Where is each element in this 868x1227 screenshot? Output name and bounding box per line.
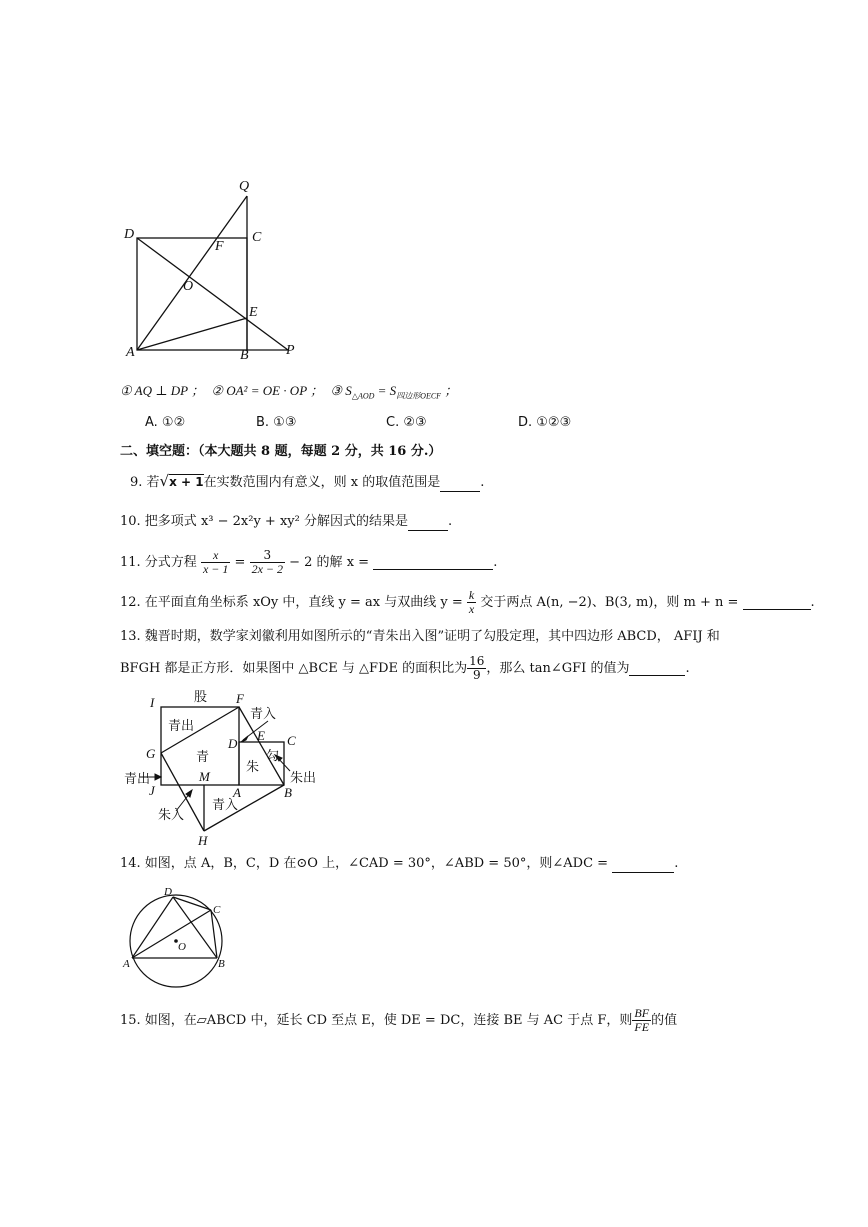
radicand: x + 1 <box>169 475 204 489</box>
label-b2: B <box>284 785 292 800</box>
label-m: M <box>199 769 210 784</box>
answer-blank-9[interactable] <box>440 477 480 492</box>
fraction-2: $\frac{3}{2x - 2}$ <box>251 548 283 576</box>
fraction-16-9: $\frac{16}{9}$ <box>469 654 485 682</box>
label-d2: D <box>228 736 238 751</box>
option-d[interactable]: D. ①②③ <box>518 415 572 430</box>
label-i: I <box>150 695 155 710</box>
label-o3: O <box>178 941 186 953</box>
answer-blank-13[interactable] <box>629 661 685 676</box>
answer-blank-14[interactable] <box>612 858 674 873</box>
label-a3: A <box>123 958 130 970</box>
label-d: D <box>124 227 135 242</box>
section-heading: 二、填空题：（本大题共 8 题，每题 2 分，共 16 分.） <box>120 444 442 459</box>
option-a[interactable]: A. ①② <box>145 415 186 430</box>
label-f: F <box>215 239 224 254</box>
label-b: B <box>240 348 249 363</box>
answer-blank-12[interactable] <box>743 595 811 610</box>
qingzhu-figure <box>118 685 328 850</box>
line-ae <box>137 318 247 350</box>
label-qingru-bottom: 青入 <box>212 797 239 812</box>
label-c3: C <box>213 904 221 916</box>
option-c[interactable]: C. ②③ <box>386 415 427 430</box>
label-qingchu-left: 青出 <box>124 771 151 786</box>
label-gu: 股 <box>194 689 208 704</box>
label-o: O <box>183 279 194 294</box>
label-b3: B <box>218 958 225 970</box>
answer-blank-10[interactable] <box>408 516 448 531</box>
square-abcd <box>137 238 247 350</box>
label-g: G <box>146 746 156 761</box>
label-j: J <box>149 783 155 798</box>
question-13-line1: 13. 魏晋时期，数学家刘徽利用如图所示的“青朱出入图”证明了勾股定理，其中四边形 ABCD， AFIJ 和 <box>120 629 720 644</box>
question-9: 9. 若√x + 1在实数范围内有意义，则 x 的取值范围是 . <box>130 472 485 490</box>
label-zhu: 朱 <box>246 759 260 774</box>
question-11: 11. 分式方程 $\frac{x}{x - 1}$ = $\frac{3}{2x - 2}$ − 2 的解 x = . <box>120 548 498 576</box>
question-14: 14. 如图，点 A，B，C，D 在⊙O 上，∠CAD = 30°，∠ABD = 50°，则∠ADC = . <box>120 856 679 871</box>
label-e2: E <box>257 728 265 743</box>
label-q: Q <box>239 179 250 194</box>
statements <box>120 382 457 406</box>
option-b[interactable]: B. ①③ <box>256 415 297 430</box>
fraction-k-x: $\frac{k}{x}$ <box>468 588 475 616</box>
label-zhuru: 朱入 <box>158 807 185 822</box>
label-p: P <box>286 343 295 358</box>
label-a2: A <box>233 785 241 800</box>
label-zhuchu: 朱出 <box>290 770 317 785</box>
label-f2: F <box>236 691 244 706</box>
label-e: E <box>249 305 258 320</box>
fraction-bf-fe: $\frac{BF}{FE}$ <box>634 1006 650 1034</box>
statement-2: ② OA² = OE · OP ； <box>211 383 324 398</box>
fraction-1: $\frac{x}{x - 1}$ <box>202 548 229 576</box>
label-gou: 勾 <box>266 748 280 763</box>
line-aq <box>137 196 247 350</box>
question-10: 10. 把多项式 x³ − 2x²y + xy² 分解因式的结果是 . <box>120 514 453 529</box>
line-dp <box>137 238 288 350</box>
statement-3: ③ $S_{\triangle AOD} = S_{四边形OECF}$ ； <box>330 383 458 401</box>
question-15: 15. 如图，在▱ABCD 中，延长 CD 至点 E，使 DE = DC，连接 BE 与 AC 于点 F，则 $\frac{BF}{FE}$ 的值 <box>120 1006 678 1034</box>
circle-figure <box>118 883 243 993</box>
label-a: A <box>126 345 135 360</box>
label-h: H <box>198 833 208 848</box>
label-qingchu-inner: 青出 <box>168 718 195 733</box>
label-c2: C <box>287 733 296 748</box>
label-c: C <box>252 230 262 245</box>
label-qingru-top: 青入 <box>250 706 277 721</box>
answer-blank-11[interactable] <box>373 555 493 570</box>
question-13-line2: BFGH 都是正方形．如果图中 △BCE 与 △FDE 的面积比为 $\frac{16}{9}$ ，那么 tan∠GFI 的值为 . <box>120 654 690 682</box>
question-12: 12. 在平面直角坐标系 xOy 中，直线 y = ax 与双曲线 y = $\frac{k}{x}$ 交于两点 A(n, −2)、B(3, m)，则 m + n = . <box>120 588 815 616</box>
label-d3: D <box>164 886 172 898</box>
label-qing: 青 <box>196 749 210 764</box>
statement-1: ① AQ ⊥ DP ； <box>120 383 205 398</box>
geometry-figure-square <box>118 170 318 365</box>
